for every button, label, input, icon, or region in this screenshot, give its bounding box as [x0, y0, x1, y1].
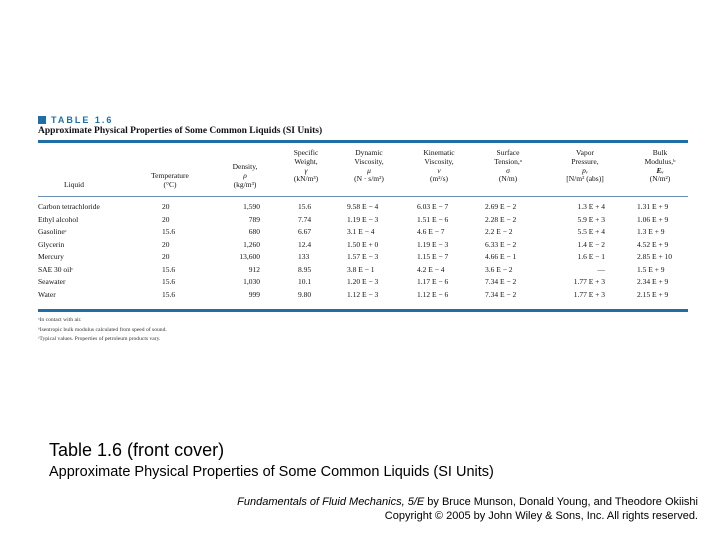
cell-bulk-modulus: 2.34 E + 9: [637, 277, 669, 286]
table-label: [38, 113, 113, 127]
table-row: [0, 277, 720, 287]
cell-temperature: 15.6: [162, 289, 176, 299]
header-surface-tension: Surface Tension,ᵃ σ (N/m): [494, 148, 522, 184]
cell-surface-tension: 2.28 E − 2: [485, 214, 517, 224]
cell-temperature: 15.6: [162, 277, 176, 286]
cell-temperature: 15.6: [162, 264, 176, 274]
cell-specific-weight: 8.95: [298, 264, 312, 274]
header-temperature: Temperature (°C): [151, 171, 189, 189]
square-bullet-icon: [38, 116, 46, 124]
credit-authors: by Bruce Munson, Donald Young, and Theodore Okiishi: [424, 496, 698, 508]
cell-vapor-pressure: 1.6 E − 1: [577, 252, 605, 261]
cell-dynamic-viscosity: 1.19 E − 3: [347, 214, 379, 224]
cell-specific-weight: 10.1: [298, 277, 312, 286]
header-vapor-pressure: Vapor Pressure, pᵥ [N/m² (abs)]: [566, 148, 604, 184]
cell-specific-weight: 9.80: [298, 289, 312, 299]
header-divider: [38, 196, 688, 197]
table-row: [0, 215, 720, 225]
table-row: [0, 227, 720, 237]
cell-dynamic-viscosity: 1.57 E − 3: [347, 252, 379, 261]
cell-dynamic-viscosity: 1.12 E − 3: [347, 289, 379, 299]
cell-surface-tension: 7.34 E − 2: [485, 289, 517, 299]
cell-density: 1,030: [243, 277, 260, 286]
cell-dynamic-viscosity: 1.50 E + 0: [347, 239, 379, 249]
table-row: [0, 290, 720, 300]
credit-line: [237, 495, 698, 523]
caption-subtitle: Approximate Physical Properties of Some Common Liquids (SI Units): [49, 464, 494, 480]
cell-dynamic-viscosity: 9.58 E − 4: [347, 202, 379, 211]
cell-vapor-pressure: 1.3 E + 4: [577, 202, 605, 211]
cell-density: 1,260: [243, 239, 260, 249]
cell-liquid: SAE 30 oilᶜ: [38, 264, 74, 274]
cell-surface-tension: 7.34 E − 2: [485, 277, 517, 286]
cell-specific-weight: 133: [298, 252, 310, 261]
cell-density: 999: [248, 289, 260, 299]
cell-dynamic-viscosity: 1.20 E − 3: [347, 277, 379, 286]
cell-liquid: Mercury: [38, 252, 64, 261]
cell-temperature: 20: [162, 202, 170, 211]
cell-specific-weight: 15.6: [298, 202, 312, 211]
cell-bulk-modulus: 1.06 E + 9: [637, 214, 669, 224]
cell-surface-tension: 2.2 E − 2: [485, 227, 513, 236]
cell-vapor-pressure: 1.77 E + 3: [573, 277, 605, 286]
cell-vapor-pressure: —: [597, 264, 605, 274]
cell-kinematic-viscosity: 1.15 E − 7: [417, 252, 449, 261]
cell-temperature: 20: [162, 214, 170, 224]
cell-bulk-modulus: 2.15 E + 9: [637, 289, 669, 299]
cell-vapor-pressure: 1.77 E + 3: [573, 289, 605, 299]
cell-kinematic-viscosity: 1.51 E − 6: [417, 214, 449, 224]
header-dynamic-viscosity: Dynamic Viscosity, μ (N · s/m²): [354, 148, 384, 184]
footnote-a: ᵃIn contact with air.: [38, 317, 82, 323]
cell-density: 680: [248, 227, 260, 236]
cell-kinematic-viscosity: 6.03 E − 7: [417, 202, 449, 211]
cell-vapor-pressure: 5.9 E + 3: [577, 214, 605, 224]
cell-density: 912: [248, 264, 260, 274]
table-row: [0, 202, 720, 212]
credit-copyright: Copyright © 2005 by John Wiley & Sons, Inc. All rights reserved.: [384, 510, 698, 522]
cell-surface-tension: 3.6 E − 2: [485, 264, 513, 274]
cell-dynamic-viscosity: 3.8 E − 1: [347, 264, 375, 274]
cell-bulk-modulus: 1.3 E + 9: [637, 227, 665, 236]
header-density: Density, ρ (kg/m³): [232, 162, 258, 189]
table-number: TABLE 1.6: [51, 115, 114, 125]
cell-density: 1,590: [243, 202, 260, 211]
cell-specific-weight: 12.4: [298, 239, 312, 249]
cell-density: 789: [248, 214, 260, 224]
cell-dynamic-viscosity: 3.1 E − 4: [347, 227, 375, 236]
cell-liquid: Carbon tetrachloride: [38, 202, 100, 211]
footnotes: [38, 316, 167, 345]
cell-vapor-pressure: 1.4 E − 2: [577, 239, 605, 249]
cell-surface-tension: 4.66 E − 1: [485, 252, 517, 261]
footnote-c: ᶜTypical values. Properties of petroleum products vary.: [38, 336, 161, 342]
cell-liquid: Water: [38, 289, 56, 299]
cell-specific-weight: 7.74: [298, 214, 312, 224]
cell-surface-tension: 2.69 E − 2: [485, 202, 517, 211]
cell-surface-tension: 6.33 E − 2: [485, 239, 517, 249]
table-row: [0, 240, 720, 250]
cell-kinematic-viscosity: 4.2 E − 4: [417, 264, 445, 274]
header-bulk-modulus: Bulk Modulus,ᵇ Eᵥ (N/m²): [644, 148, 676, 184]
table-bottom-rule: [38, 309, 688, 312]
header-specific-weight: Specific Weight, γ (kN/m³): [293, 148, 319, 184]
cell-density: 13,600: [239, 252, 260, 261]
credit-book-title: Fundamentals of Fluid Mechanics, 5/E: [237, 496, 425, 508]
header-kinematic-viscosity: Kinematic Viscosity, ν (m²/s): [423, 148, 455, 184]
cell-bulk-modulus: 2.85 E + 10: [637, 252, 673, 261]
cell-kinematic-viscosity: 1.17 E − 6: [417, 277, 449, 286]
credit-source: [237, 495, 698, 509]
cell-liquid: Seawater: [38, 277, 66, 286]
cell-bulk-modulus: 4.52 E + 9: [637, 239, 669, 249]
cell-temperature: 20: [162, 252, 170, 261]
table-top-rule: [38, 140, 688, 143]
table-row: [0, 252, 720, 262]
header-liquid: Liquid: [64, 180, 84, 189]
cell-kinematic-viscosity: 1.19 E − 3: [417, 239, 449, 249]
cell-bulk-modulus: 1.5 E + 9: [637, 264, 665, 274]
cell-temperature: 20: [162, 239, 170, 249]
table-row: [0, 265, 720, 275]
footnote-b: ᵇIsentropic bulk modulus calculated from speed of sound.: [38, 326, 167, 333]
cell-liquid: Glycerin: [38, 239, 65, 249]
cell-kinematic-viscosity: 4.6 E − 7: [417, 227, 445, 236]
cell-bulk-modulus: 1.31 E + 9: [637, 202, 669, 211]
cell-vapor-pressure: 5.5 E + 4: [577, 227, 605, 236]
cell-kinematic-viscosity: 1.12 E − 6: [417, 289, 449, 299]
cell-specific-weight: 6.67: [298, 227, 312, 236]
cell-liquid: Gasolineᶜ: [38, 227, 67, 236]
cell-liquid: Ethyl alcohol: [38, 214, 79, 224]
cell-temperature: 15.6: [162, 227, 176, 236]
table-title: Approximate Physical Properties of Some Common Liquids (SI Units): [38, 126, 323, 136]
caption-title: Table 1.6 (front cover): [49, 440, 225, 460]
